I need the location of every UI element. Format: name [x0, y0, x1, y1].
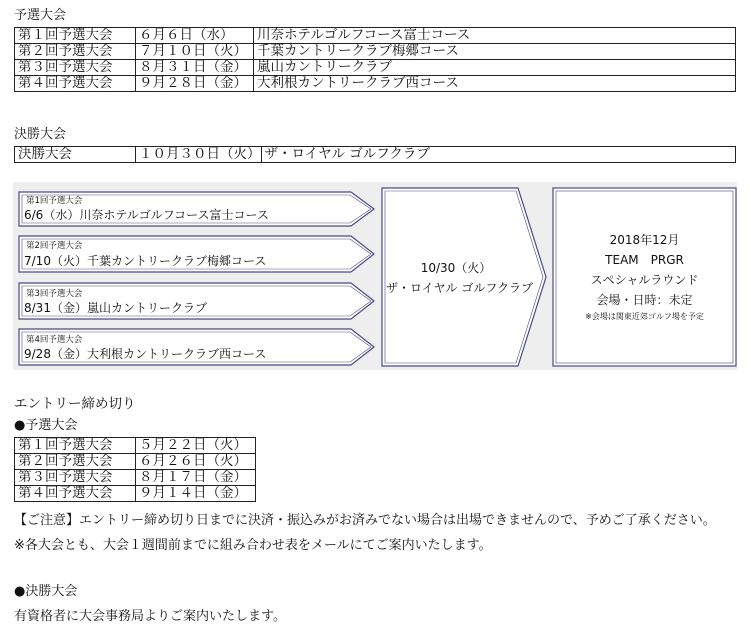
- qualifier-round: 第４回予選大会: [15, 76, 136, 92]
- qualifier-2-label: 第2回予選大会: [26, 241, 83, 251]
- qualifiers-table: [14, 27, 736, 92]
- qualifier-row: [15, 76, 736, 92]
- deadline-date: ６月２６日（火）: [136, 454, 256, 470]
- deadline-row: [15, 470, 256, 486]
- cancellation-note: 【ご注意】エントリー締め切り日までに決済・振込みがお済みでない場合は出場できませんので、予めご了承ください。: [14, 513, 716, 528]
- finals-note: 有資格者に大会事務局よりご案内いたします。: [14, 609, 286, 624]
- entry-finals-heading: ●決勝大会: [14, 584, 78, 599]
- qualifier-1-text: 6/6（水）川奈ホテルゴルフコース富士コース: [24, 208, 269, 222]
- deadline-date: ５月２２日（火）: [136, 438, 256, 454]
- special-date: 2018年12月: [609, 233, 680, 247]
- qualifier-date: ８月３１日（金）: [136, 60, 254, 76]
- qualifier-row: [15, 60, 736, 76]
- qualifier-date: ９月２８日（金）: [136, 76, 254, 92]
- pairing-note: ※各大会とも、大会１週間前までに組み合わせ表をメールにてご案内いたします。: [14, 538, 492, 553]
- deadline-round: 第４回予選大会: [15, 486, 136, 502]
- finals-heading: 決勝大会: [14, 127, 67, 142]
- deadline-row: [15, 454, 256, 470]
- finals-table: [14, 146, 736, 163]
- special-note: ※会場は関東近郊ゴルフ場を予定: [585, 312, 704, 321]
- qualifier-row: [15, 28, 736, 44]
- final-venue: ザ・ロイヤル ゴルフクラブ: [386, 281, 533, 295]
- entry-qualifiers-heading: ●予選大会: [14, 418, 78, 433]
- finals-row: [15, 147, 736, 163]
- qualifiers-heading: 予選大会: [14, 8, 67, 23]
- special-round-text: [553, 230, 736, 324]
- finals-venue: ザ・ロイヤル ゴルフクラブ: [261, 147, 736, 163]
- qualifier-4-text: 9/28（金）大利根カントリークラブ西コース: [24, 347, 267, 361]
- deadline-round: 第２回予選大会: [15, 454, 136, 470]
- special-place: 会場・日時：未定: [596, 293, 693, 307]
- qualifier-4-label: 第4回予選大会: [26, 335, 83, 345]
- qualifier-venue: 嵐山カントリークラブ: [254, 60, 736, 76]
- deadline-row: [15, 486, 256, 502]
- qualifier-venue: 川奈ホテルゴルフコース富士コース: [254, 28, 736, 44]
- finals-round: 決勝大会: [15, 147, 136, 163]
- deadline-date: ９月１４日（金）: [136, 486, 256, 502]
- qualifier-venue: 千葉カントリークラブ梅郷コース: [254, 44, 736, 60]
- deadline-round: 第１回予選大会: [15, 438, 136, 454]
- qualifier-round: 第１回予選大会: [15, 28, 136, 44]
- qualifier-round: 第２回予選大会: [15, 44, 136, 60]
- qualifier-date: ７月１０日（火）: [136, 44, 254, 60]
- qualifier-venue: 大利根カントリークラブ西コース: [254, 76, 736, 92]
- qualifier-row: [15, 44, 736, 60]
- final-arrow-text: [386, 258, 533, 298]
- qualifier-1-label: 第1回予選大会: [26, 196, 83, 206]
- qualifier-2-text: 7/10（火）千葉カントリークラブ梅郷コース: [24, 254, 267, 268]
- finals-date: １０月３０日（火）: [136, 147, 262, 163]
- deadline-round: 第３回予選大会: [15, 470, 136, 486]
- qualifier-3-text: 8/31（金）嵐山カントリークラブ: [24, 301, 207, 315]
- special-team: TEAM PRGR: [605, 253, 684, 267]
- final-date: 10/30（火）: [420, 261, 492, 275]
- qualifier-date: ６月６日（水）: [136, 28, 254, 44]
- deadlines-table: [14, 437, 256, 502]
- special-name: スペシャルラウンド: [590, 273, 699, 287]
- entry-heading: エントリー締め切り: [14, 396, 136, 412]
- deadline-row: [15, 438, 256, 454]
- deadline-date: ８月１７日（金）: [136, 470, 256, 486]
- qualifier-round: 第３回予選大会: [15, 60, 136, 76]
- qualifier-3-label: 第3回予選大会: [26, 289, 83, 299]
